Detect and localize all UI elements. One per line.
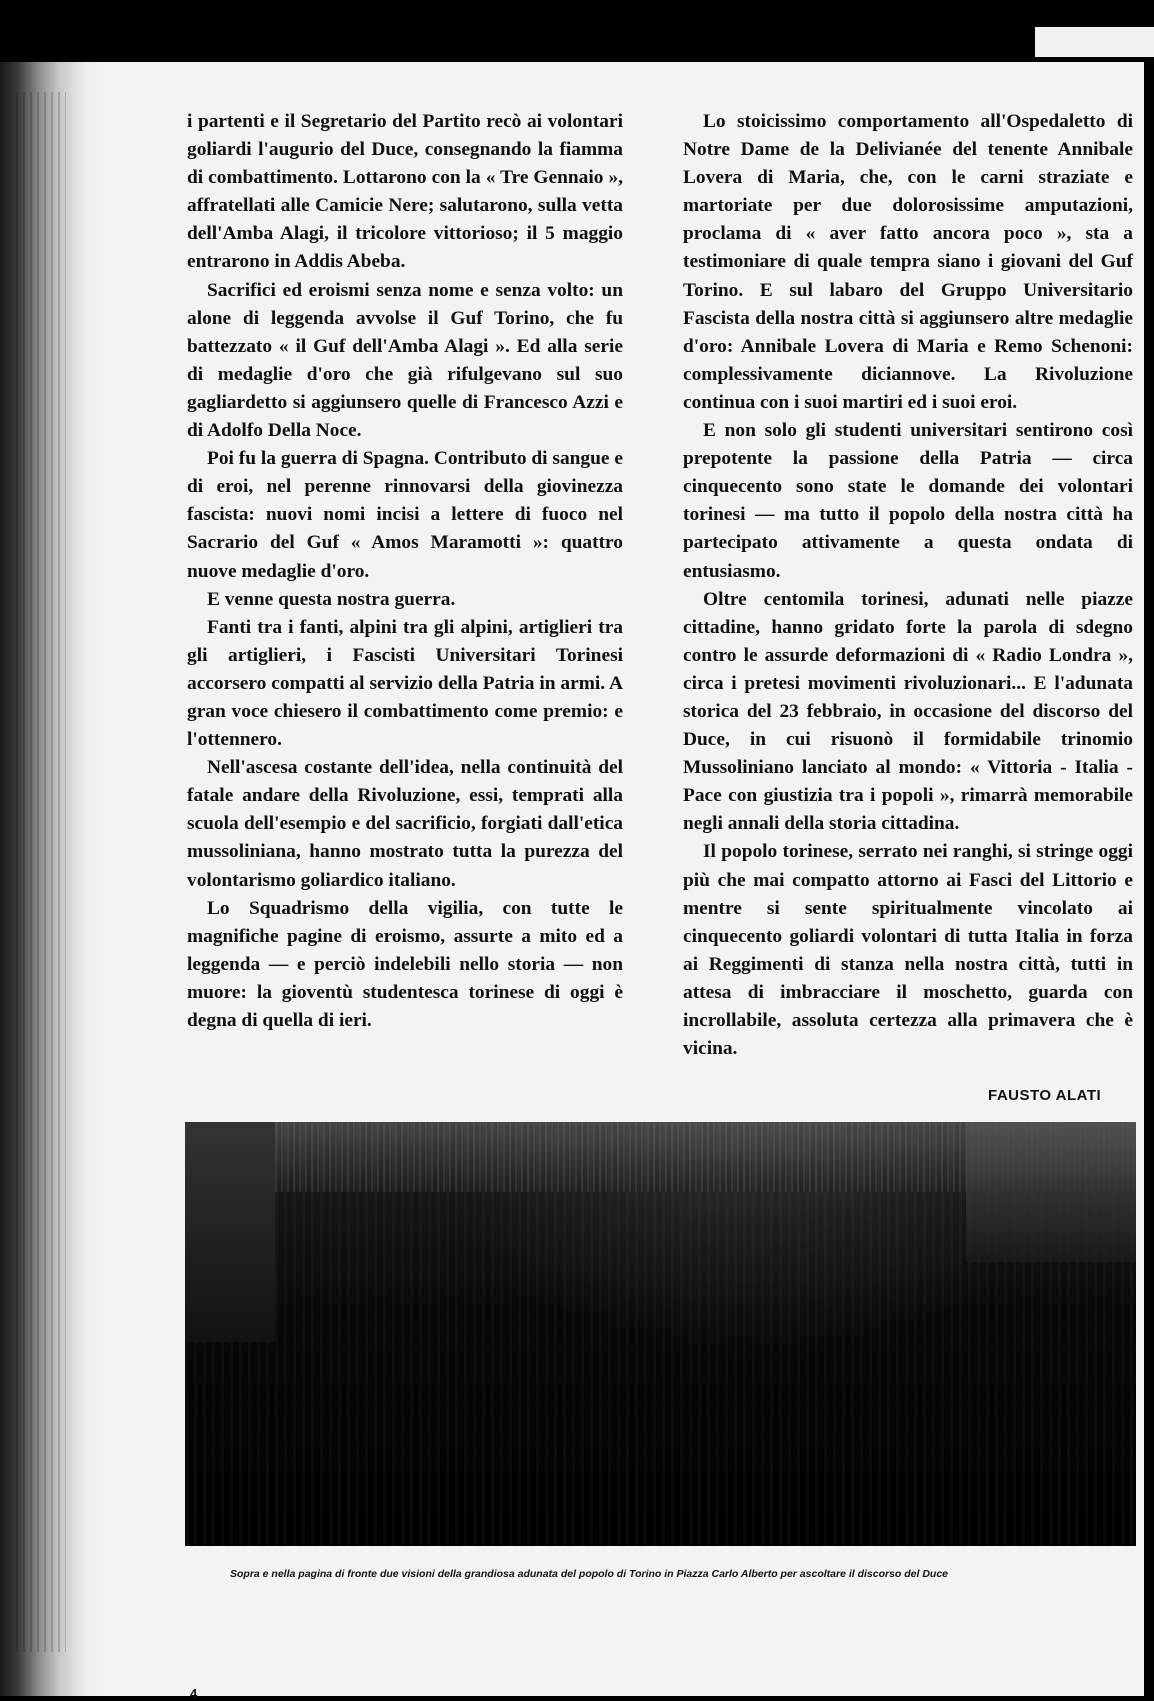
paragraph: Fanti tra i fanti, alpini tra gli alpini, artiglieri tra gli artiglieri, i Fascisti Universitari Torinesi accorsero compatti al servizio della Patria in armi. A gran voce chiesero il combattimento come premio: e l'ottennero. — [187, 616, 623, 751]
paragraph: Lo Squadrismo della vigilia, con tutte le magnifiche pagine di eroismo, assurte a mito ed a leggenda — e perciò indelebili nello storia — non muore: la gioventù studentesca torinese di oggi è degna di quella di ieri. — [187, 897, 623, 1031]
paragraph: Nell'ascesa costante dell'idea, nella continuità del fatale andare della Rivoluzione, essi, temprati alla scuola dell'esempio e del sacrificio, forgiati dall'etica mussoliniana, hanno mostrato tutta la purezza del volontarismo goliardico italiano. — [187, 757, 623, 891]
top-edge-strip — [1035, 27, 1154, 57]
paragraph: E venne questa nostra guerra. — [207, 588, 456, 610]
magazine-page — [0, 62, 1144, 1701]
photo-left-building — [185, 1122, 275, 1342]
paragraph: Il popolo torinese, serrato nei ranghi, si stringe oggi più che mai compatto attorno ai Fasci del Littorio e mentre si sente spiritualmente vincolato ai cinquecento goliardi volontari di tutta Italia in forza ai Reggimenti di stanza nella nostra città, tutti in attesa di imbracciare il moschetto, guarda con incrollabile, assoluta certezza alla primavera che è vicina. — [683, 841, 1133, 1060]
paragraph: i partenti e il Segretario del Partito recò ai volontari goliardi l'augurio del Duce, consegnando la fiamma di combattimento. Lottarono con la « Tre Gennaio », affratellati alle Camicie Nere; salutarono, sulla vetta dell'Amba Alagi, il tricolore vittorioso; il 5 maggio entrarono in Addis Abeba. — [187, 111, 623, 273]
left-text-column — [187, 108, 623, 1035]
paragraph: Poi fu la guerra di Spagna. Contributo di sangue e di eroi, nel perenne rinnovarsi della giovinezza fascista: nuovi nomi incisi a lettere di fuoco nel Sacrario del Guf « Amos Maramotti »: quattro nuove medaglie d'oro. — [187, 448, 623, 582]
paragraph: E non solo gli studenti universitari sentirono così prepotente la passione della Patria — circa cinquecento sono state le domande dei volontari torinesi — ma tutto il popolo della nostra città ha partecipato attivamente a questa ondata di entusiasmo. — [683, 420, 1133, 582]
paragraph: Lo stoicissimo comportamento all'Ospedaletto di Notre Dame de la Delivianée del tenente Annibale Lovera di Maria, che, con le carni straziate e martoriate per due dolorosissime amputazioni, proclama di « aver fatto ancora poco », sta a testimoniare di quale tempra siano i giovani del Guf Torino. E sul labaro del Gruppo Universitario Fascista della nostra città si aggiunsero altre medaglie d'oro: Annibale Lovera di Maria e Remo Schenoni: complessivamente diciannove. La Rivoluzione continua con i suoi martiri ed i suoi eroi. — [683, 111, 1133, 413]
binding-gutter — [0, 62, 100, 1696]
right-text-column — [683, 108, 1133, 1063]
photo-right-building — [966, 1122, 1136, 1262]
paragraph: Oltre centomila torinesi, adunati nelle piazze cittadine, hanno gridato forte la parola di sdegno contro le assurde deformazioni di « Radio Londra », circa i pretesi movimenti rivoluzionari... E l'adunata storica del 23 febbraio, in occasione del discorso del Duce, in cui risuonò il formidabile trinomio Mussoliniano lanciato al mondo: « Vittoria - Italia - Pace con giustizia tra i popoli », rimarrà memorabile negli annali della storia cittadina. — [683, 588, 1133, 835]
gutter-streaks — [16, 92, 66, 1652]
crowd-photo — [185, 1122, 1136, 1546]
author-signature: FAUSTO ALATI — [988, 1087, 1102, 1104]
page-number: 4 — [190, 1686, 198, 1701]
photo-caption: Sopra e nella pagina di fronte due visioni della grandiosa adunata del popolo di Torino in Piazza Carlo Alberto per ascoltare il discorso del Duce — [230, 1568, 949, 1580]
paragraph: Sacrifici ed eroismi senza nome e senza volto: un alone di leggenda avvolse il Guf Torino, che fu battezzato « il Guf dell'Amba Alagi ». Ed alla serie di medaglie d'oro che già rifulgevano sul suo gagliardetto si aggiunsero quelle di Francesco Azzi e di Adolfo Della Noce. — [187, 279, 623, 442]
